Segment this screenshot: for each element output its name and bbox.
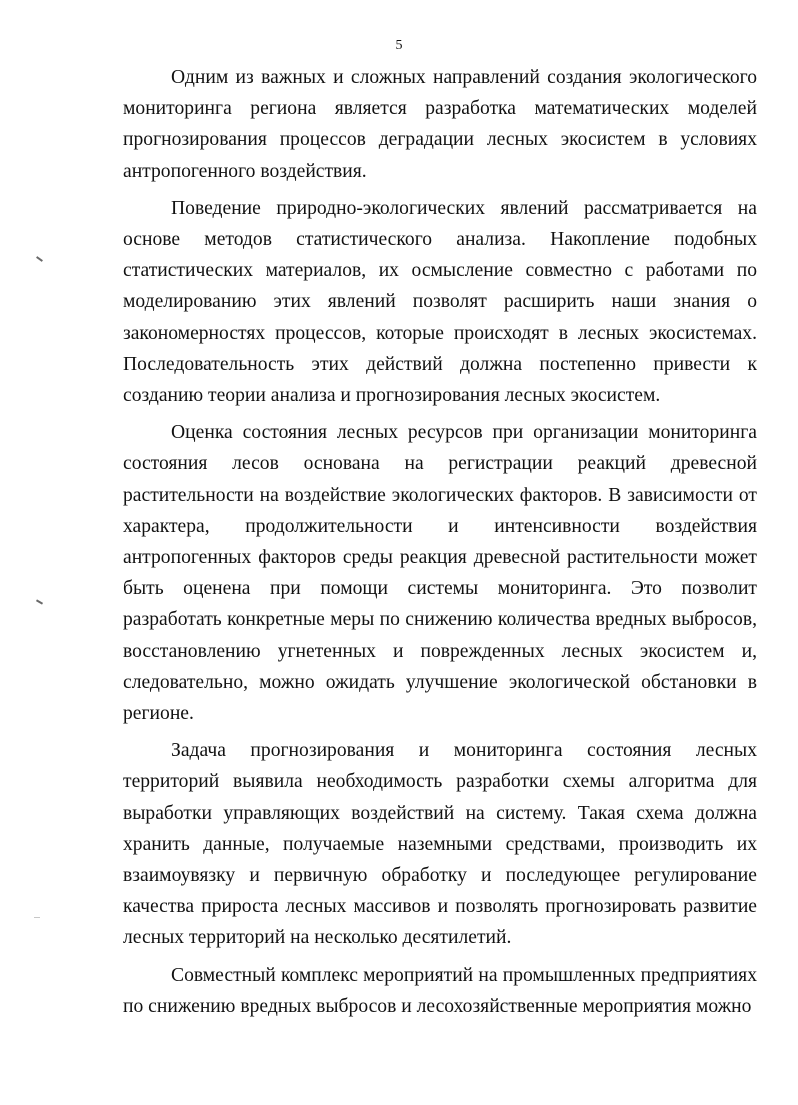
scan-artifact-mark <box>34 917 40 918</box>
paragraph-1: Одним из важных и сложных направлений создания экологического мониторинга региона является разработка математических моделей прогнозирования процессов деградации лесных экосистем в условиях антропогенного воздействия. <box>123 67 757 182</box>
page-number: 5 <box>395 38 403 53</box>
scan-artifact-mark <box>36 256 43 262</box>
paragraph-3: Оценка состояния лесных ресурсов при организации мониторинга состояния лесов основана на регистрации реакций древесной растительности на воздействие экологических факторов. В зависимости от характера, продолжительности и интенсивности воздействия антропогенных факторов среды реакция древесной растительности может быть оценена при помощи системы мониторинга. Это позволит разработать конкретные меры по снижению количества вредных выбросов, восстановлению угнетенных и поврежденных лесных экосистем и, следовательно, можно ожидать улучшение экологической обстановки в регионе. <box>123 422 757 725</box>
paragraph-2: Поведение природно-экологических явлений рассматривается на основе методов статистического анализа. Накопление подобных статистических материалов, их осмысление совместно с работами по моделированию этих явлений позволят расширить наши знания о закономерностях процессов, которые происходят в лесных экосистемах. Последовательность этих действий должна постепенно привести к созданию теории анализа и прогнозирования лесных экосистем. <box>123 197 757 407</box>
paragraph-4: Задача прогнозирования и мониторинга состояния лесных территорий выявила необходимость разработки схемы алгоритма для выработки управляющих воздействий на систему. Такая схема должна хранить данные, получаемые наземными средствами, производить их взаимоувязку и первичную обработку и последующее регулирование качества прироста лесных массивов и позволять прогнозировать развитие лесных территорий на несколько десятилетий. <box>123 740 757 949</box>
scan-artifact-mark <box>36 599 43 604</box>
body-text <box>123 62 757 1028</box>
paragraph-5: Совместный комплекс мероприятий на промышленных предприятиях по снижению вредных выбросов и лесохозяйственные мероприятия можно <box>123 964 757 1017</box>
